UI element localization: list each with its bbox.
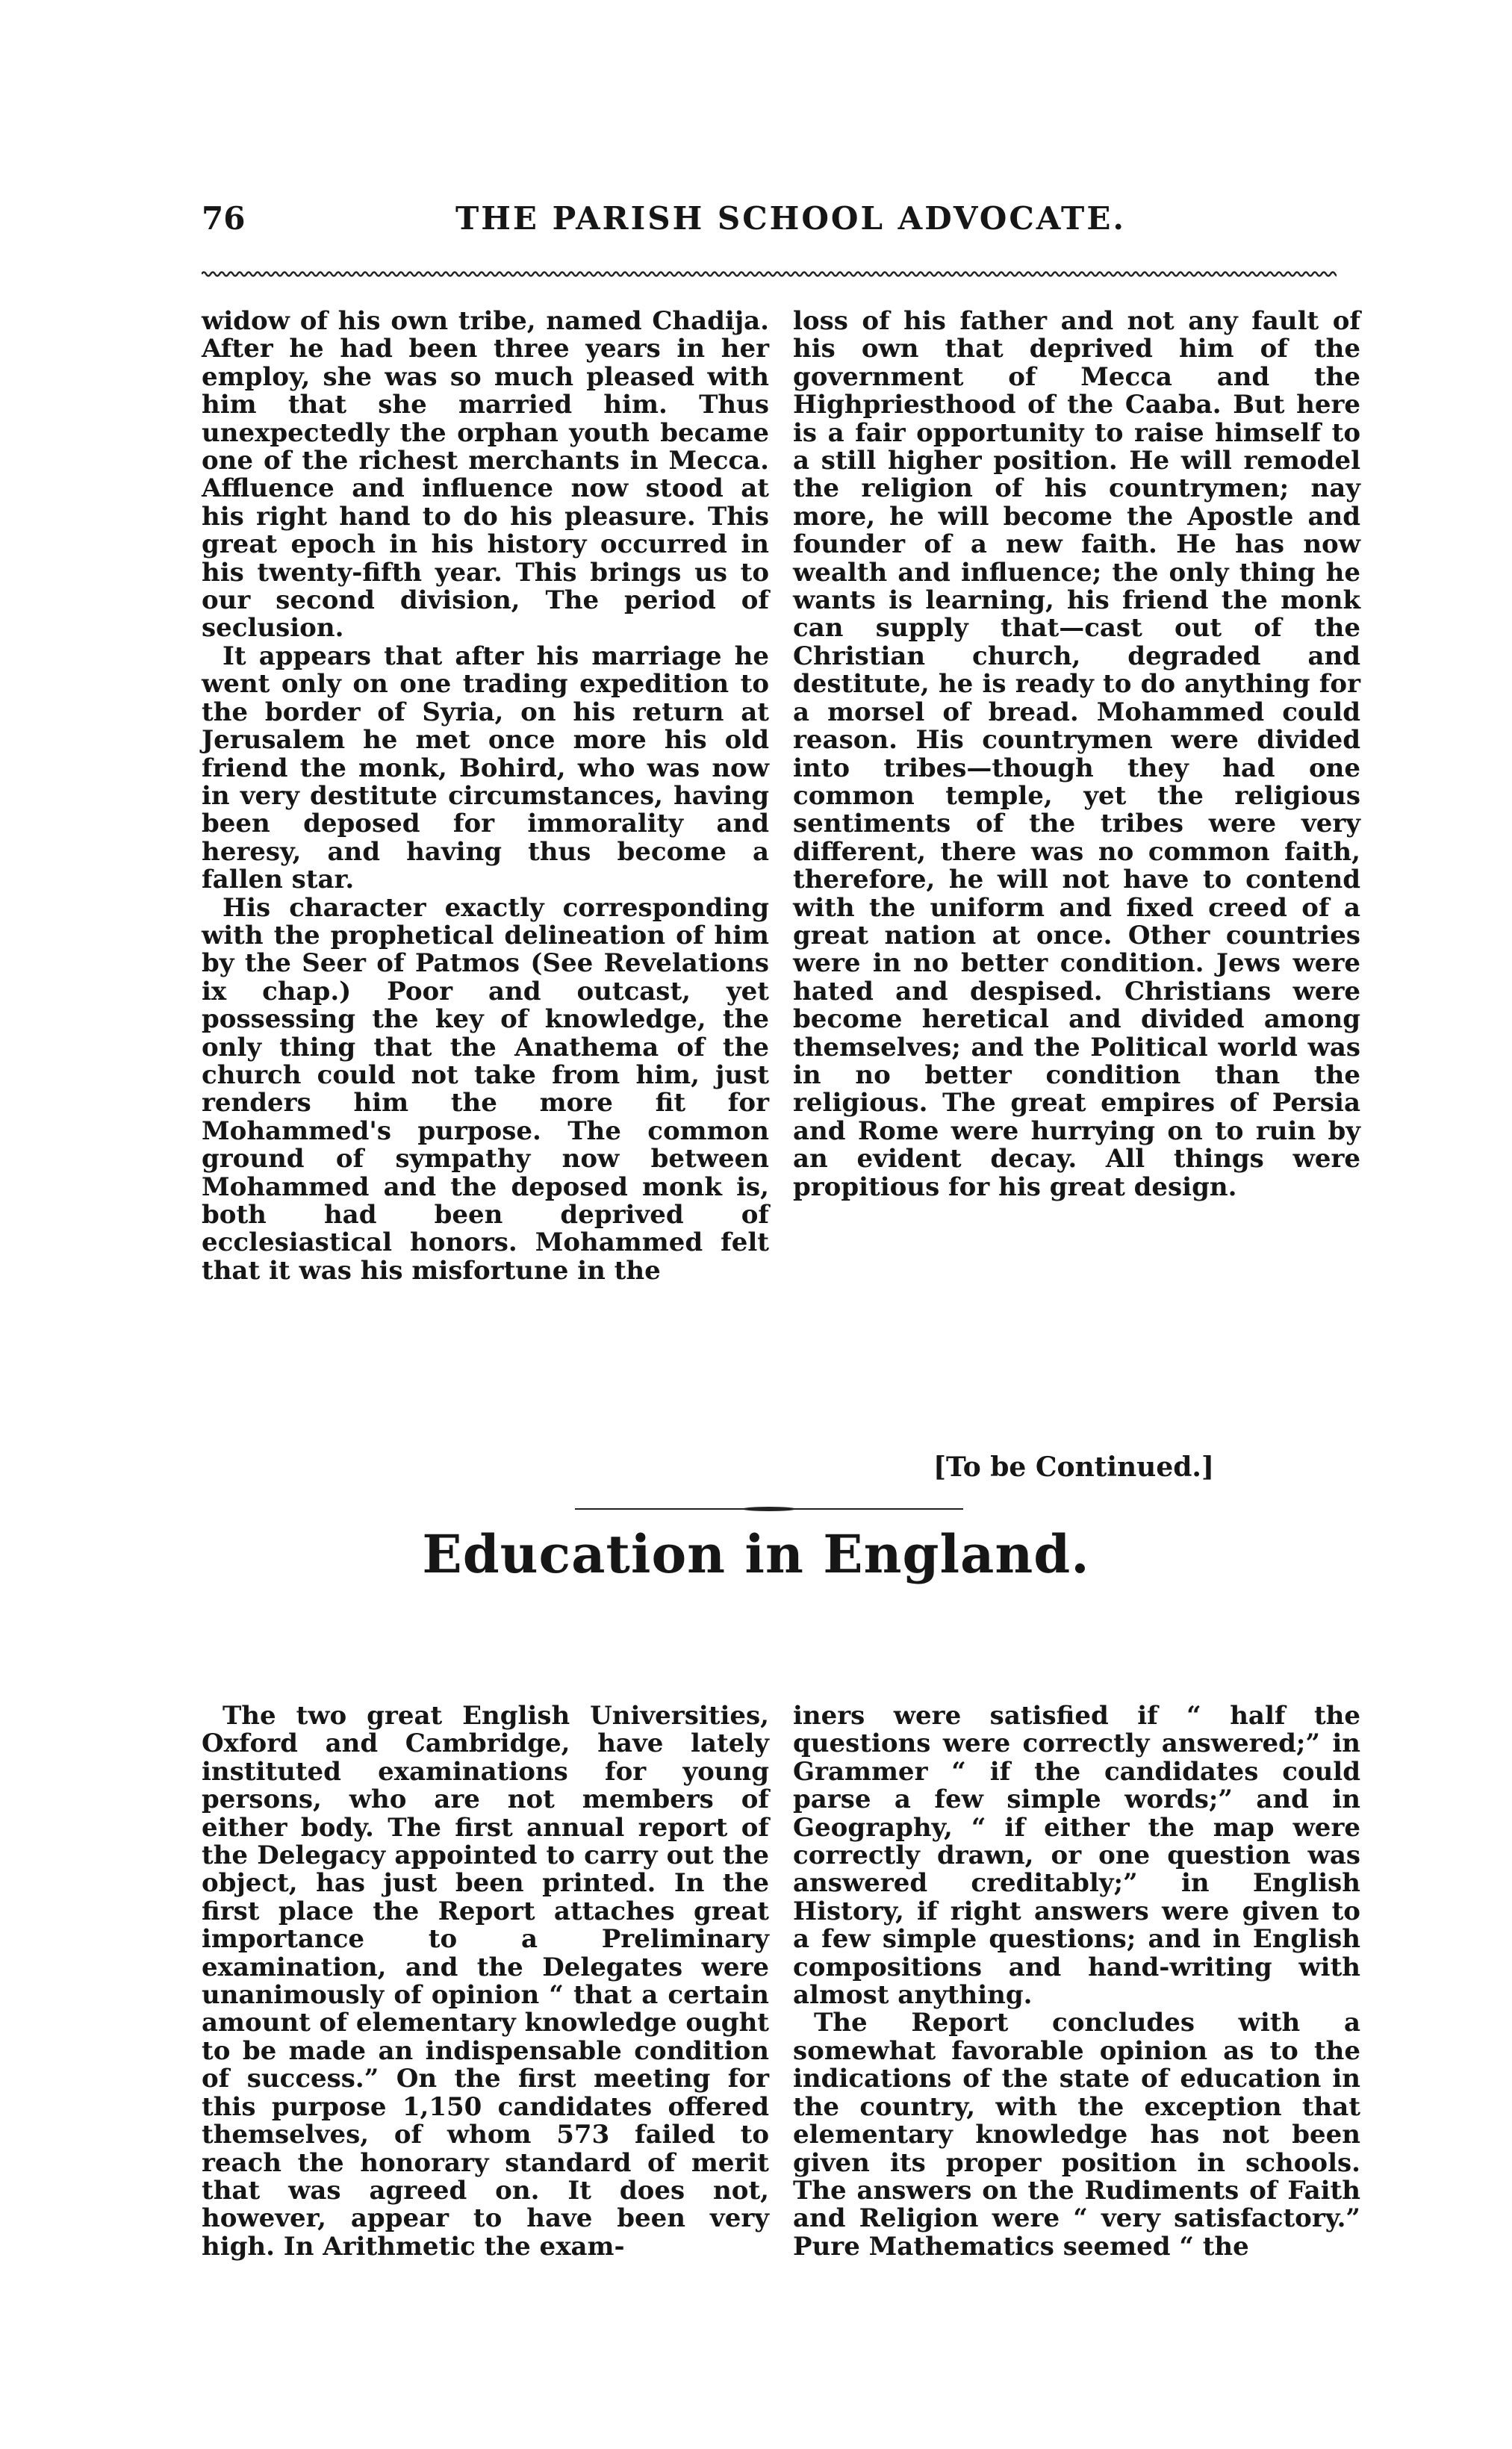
article2-column-left [202,1702,769,2261]
article1-column-right [793,308,1360,1201]
paragraph: His character exactly corresponding with the prophetical delineation of him by the Seer of Patmos (See Revelations ix chap.) Poor and outcast, yet possessing the key of knowledge, the only thing that the Anathema of the church could not take from him, just renders him the more fit for Mohammed's purpose. The common ground of sympathy now between Mohammed and the deposed monk is, both had been deprived of ecclesiastical honors. Mohammed felt that it was his misfortune in the [202,892,769,1286]
paragraph: It appears that after his marriage he went only on one trading expedition to the border of Syria, on his return at Jerusalem he met once more his old friend the monk, Bohird, who was now in very destitute circumstances, having been deposed for immorality and heresy, and having thus become a fallen star. [202,641,769,895]
wavy-rule-divider [202,269,1337,279]
page-header [202,200,1337,260]
paragraph: widow of his own tribe, named Chadija. After he had been three years in her employ, she was so much pleased with him that she married him. Thus unexpectedly the orphan youth became one of the richest merchants in Mecca. Affluence and influence now stood at his right hand to do his pleasure. This great epoch in his history occurred in his twenty-fifth year. This brings us to our second division, The period of seclusion. [202,306,769,644]
section-title: Education in England. [422,1523,1090,1585]
paragraph: loss of his father and not any fault of his own that deprived him of the government of Mecca and the Highpriesthood of the Caaba. But here is a fair opportunity to raise himself to a still higher position. He will remodel the religion of his countrymen; nay more, he will become the Apostle and founder of a new faith. He has now wealth and influence; the only thing he wants is learning, his friend the monk can supply that—cast out of the Christian church, degraded and destitute, he is ready to do anything for a morsel of bread. Mohammed could reason. His countrymen were divided into tribes—though they had one common temple, yet the religious sentiments of the tribes were very different, there was no common faith, therefore, he will not have to contend with the uniform and fixed creed of a great nation at once. Other countries were in no better condition. Jews were hated and despised. Christians were become heretical and divided among themselves; and the Political world was in no better condition than the religious. The great empires of Persia and Rome were hurrying on to ruin by an evident decay. All things were propitious for his great design. [793,306,1360,1202]
section-divider-rule [575,1507,963,1511]
continued-note: [To be Continued.] [933,1451,1214,1483]
article2-column-right [793,1702,1360,2261]
running-title: THE PARISH SCHOOL ADVOCATE. [455,200,1126,237]
article1-column-left [202,308,769,1285]
page-number: 76 [202,200,246,237]
paragraph: The two great English Universities, Oxford and Cambridge, have lately instituted examinations for young persons, who are not members of either body. The first annual report of the Delegacy appointed to carry out the object, has just been printed. In the first place the Report attaches great importance to a Preliminary examination, and the Delegates were unanimously of opinion “ that a certain amount of elementary knowledge ought to be made an indispensable condition of success.” On the first meeting for this purpose 1,150 candidates offered themselves, of whom 573 failed to reach the honorary standard of merit that was agreed on. It does not, however, appear to have been very high. In Arithmetic the exam- [202,1701,769,2262]
paragraph: iners were satisfied if “ half the questions were correctly answered;” in Grammer “ if the candidates could parse a few simple words;” and in Geography, “ if either the map were correctly drawn, or one question was answered creditably;” in English History, if right answers were given to a few simple questions; and in English compositions and hand-writing with almost anything. [793,1701,1360,2011]
paragraph: The Report concludes with a somewhat favorable opinion as to the indications of the state of education in the country, with the exception that elementary knowledge has not been given its proper position in schools. The answers on the Rudiments of Faith and Religion were “ very satisfactory.” Pure Mathematics seemed “ the [793,2008,1360,2262]
